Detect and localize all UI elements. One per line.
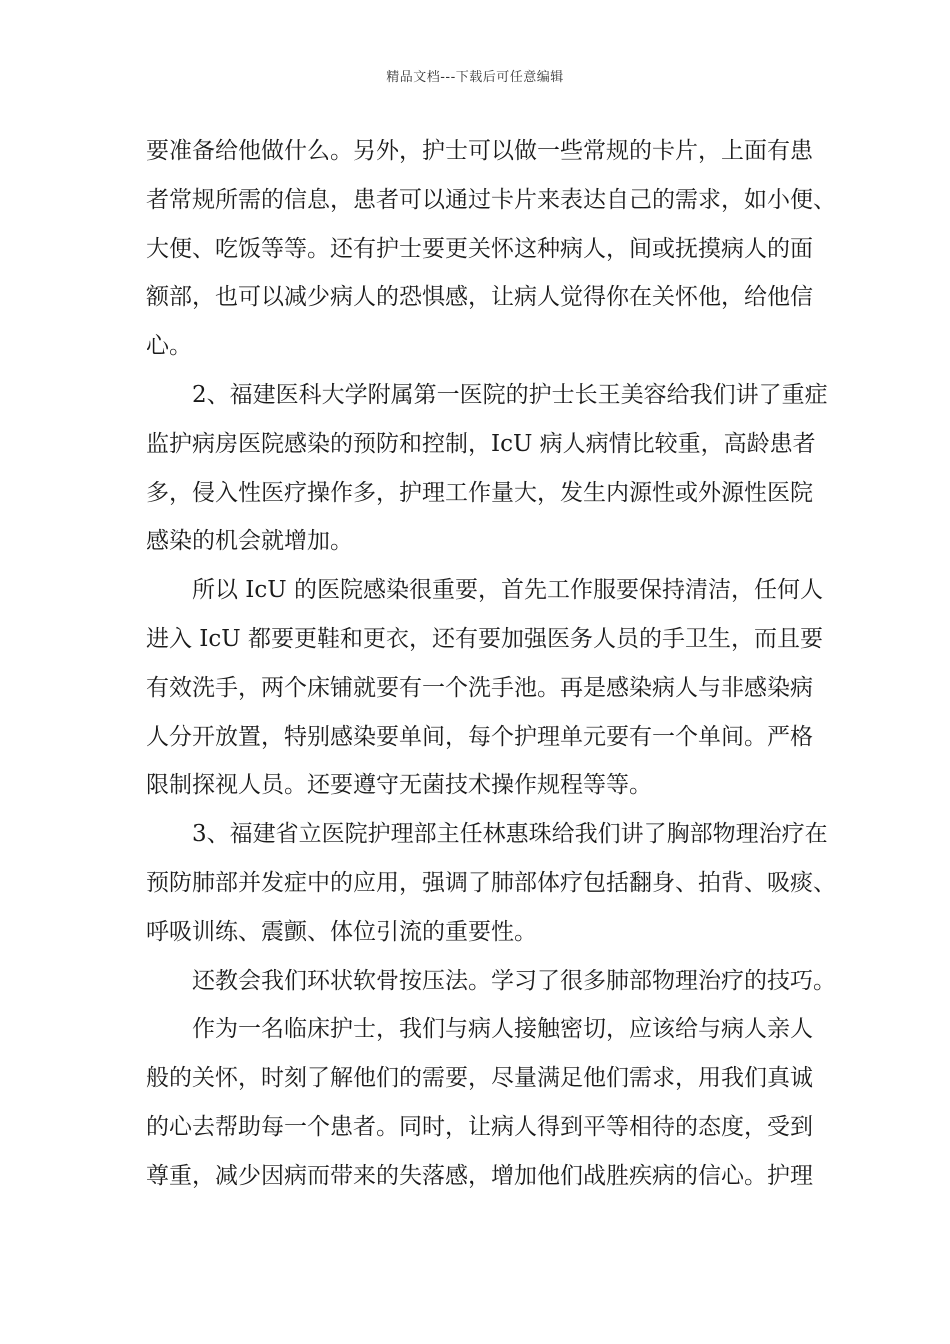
text-line: 般的关怀，时刻了解他们的需要，尽量满足他们需求，用我们真诚 [146, 1065, 813, 1092]
page-header: 精品文档---下载后可任意编辑 [386, 70, 564, 85]
text-line: 还教会我们环状软骨按压法。学习了很多肺部物理治疗的技巧。 [192, 967, 836, 994]
text-line: 作为一名临床护士，我们与病人接触密切，应该给与病人亲人 [192, 1016, 813, 1043]
text-line: 限制探视人员。还要遵守无菌技术操作规程等等。 [146, 772, 652, 799]
text-line: 者常规所需的信息，患者可以通过卡片来表达自己的需求，如小便、 [146, 186, 836, 213]
text-line: 监护病房医院感染的预防和控制，IcU 病人病情比较重，高龄患者 [146, 430, 816, 457]
text-line: 的心去帮助每一个患者。同时，让病人得到平等相待的态度，受到 [146, 1113, 813, 1140]
text-line: 2、福建医科大学附属第一医院的护士长王美容给我们讲了重症 [192, 381, 828, 408]
text-line: 呼吸训练、震颤、体位引流的重要性。 [146, 918, 537, 945]
text-line: 有效洗手，两个床铺就要有一个洗手池。再是感染病人与非感染病 [146, 674, 813, 701]
text-line: 感染的机会就增加。 [146, 528, 353, 555]
text-line: 所以 IcU 的医院感染很重要，首先工作服要保持清洁，任何人 [192, 577, 823, 604]
text-line: 3、福建省立医院护理部主任林惠珠给我们讲了胸部物理治疗在 [192, 821, 828, 848]
text-line: 要准备给他做什么。另外，护士可以做一些常规的卡片，上面有患 [146, 138, 813, 164]
text-line: 心。 [146, 333, 192, 360]
text-line: 多，侵入性医疗操作多，护理工作量大，发生内源性或外源性医院 [146, 479, 813, 506]
text-line: 预防肺部并发症中的应用，强调了肺部体疗包括翻身、拍背、吸痰、 [146, 869, 836, 896]
text-line: 大便、吃饭等等。还有护士要更关怀这种病人，间或抚摸病人的面 [146, 235, 813, 262]
text-line: 进入 IcU 都要更鞋和更衣，还有要加强医务人员的手卫生，而且要 [146, 625, 823, 652]
text-line: 额部，也可以减少病人的恐惧感，让病人觉得你在关怀他，给他信 [146, 284, 813, 311]
text-line: 尊重，减少因病而带来的失落感，增加他们战胜疾病的信心。护理 [146, 1162, 813, 1189]
text-line: 人分开放置，特别感染要单间，每个护理单元要有一个单间。严格 [146, 723, 813, 750]
document-body [146, 127, 836, 1201]
